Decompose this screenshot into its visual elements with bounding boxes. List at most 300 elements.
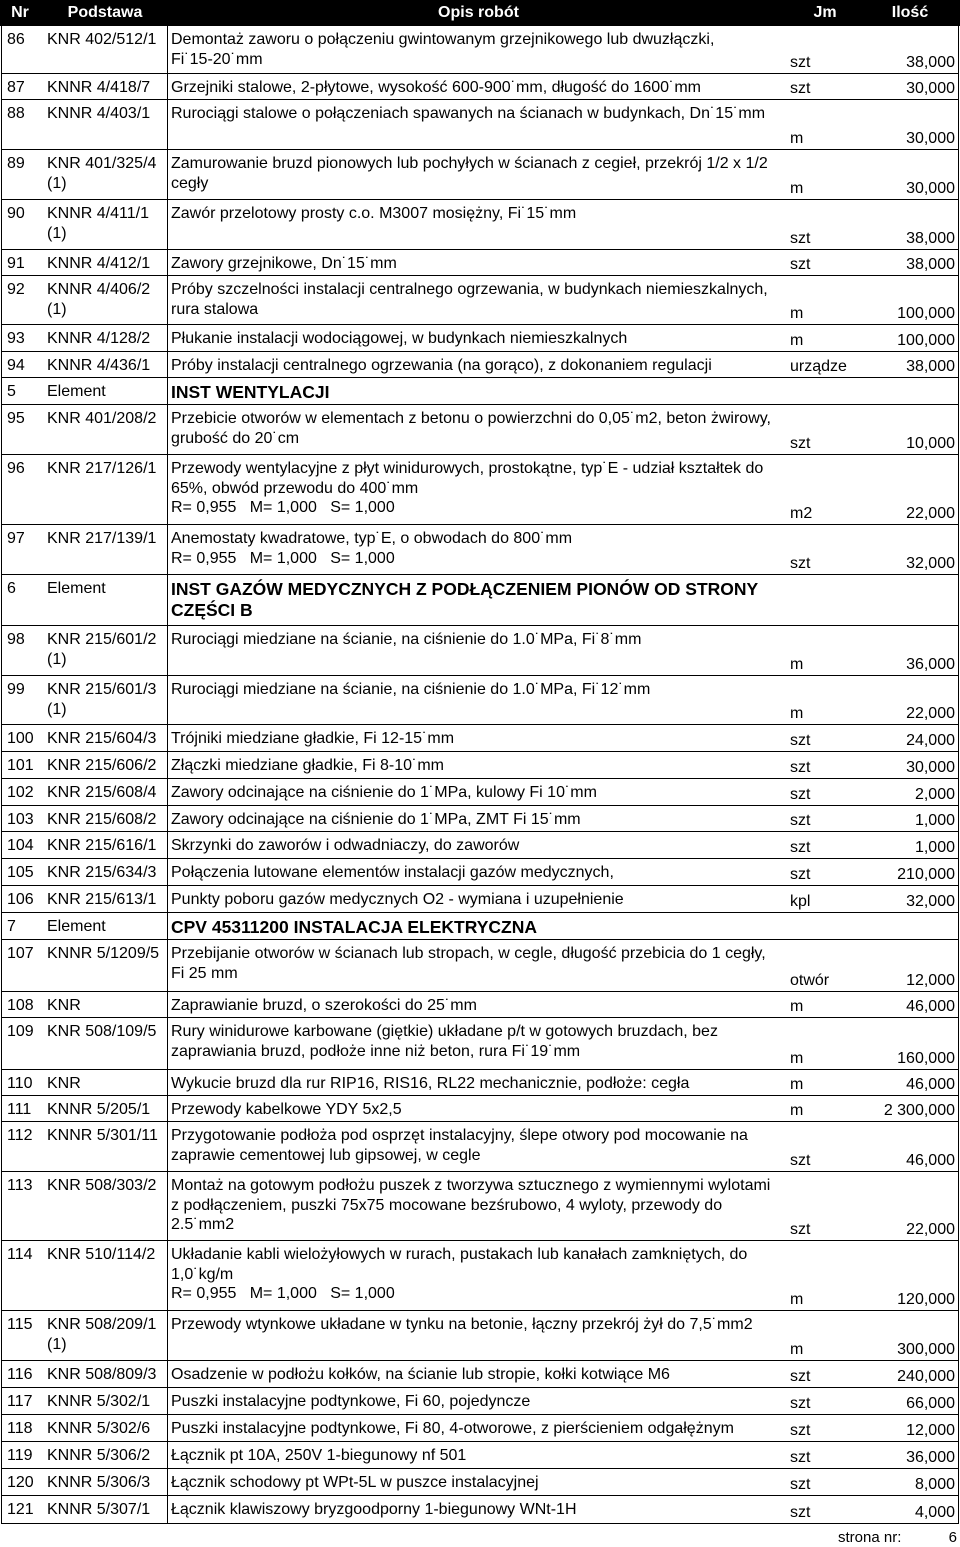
- table-row: [2, 626, 958, 676]
- description-cell: [171, 1126, 748, 1165]
- header-opis: Opis robót: [438, 4, 519, 21]
- basis-cell: [47, 680, 156, 719]
- unit-cell: szt: [790, 758, 811, 776]
- description-line: Łącznik schodowy pt WPt-5L w puszce instalacyjnej: [171, 1474, 539, 1491]
- description-cell: [171, 1315, 753, 1335]
- description-cell: [171, 254, 397, 274]
- quantity-cell: 46,000: [906, 997, 955, 1015]
- description-line: Grzejniki stalowe, 2-płytowe, wysokość 600-900˙mm, długość do 1600˙mm: [171, 79, 701, 96]
- table-row: [2, 940, 958, 992]
- description-line: Zaprawianie bruzd, o szerokości do 25˙mm: [171, 997, 477, 1014]
- row-number: 111: [7, 1101, 32, 1118]
- table-row: [2, 1469, 958, 1496]
- basis-cell: [47, 890, 156, 910]
- unit-cell: szt: [790, 838, 811, 856]
- description-line: Zawory grzejnikowe, Dn˙15˙mm: [171, 255, 397, 272]
- description-line: Rurociągi miedziane na ścianie, na ciśnienie do 1.0˙MPa, Fi˙8˙mm: [171, 631, 642, 648]
- table-row: [2, 1172, 958, 1241]
- description-cell: [171, 1176, 770, 1235]
- description-line: Łącznik klawiszowy bryzgoodporny 1-biegunowy WNt-1H: [171, 1501, 577, 1518]
- header-nr: Nr: [11, 4, 29, 21]
- table-row: [2, 859, 958, 886]
- table-row: [2, 525, 958, 575]
- basis-cell: [47, 729, 156, 749]
- description-line: Puszki instalacyjne podtynkowe, Fi 60, pojedyncze: [171, 1393, 531, 1410]
- basis-cell: [47, 529, 156, 549]
- description-line: CZĘŚCI B: [171, 599, 253, 620]
- table-row: [2, 1096, 958, 1122]
- header-jm: Jm: [813, 4, 837, 21]
- quantity-cell: 36,000: [906, 1448, 955, 1466]
- basis-line: KNNR 4/406/2: [47, 281, 151, 298]
- description-cell: [171, 78, 701, 98]
- description-line: R= 0,955 M= 1,000 S= 1,000: [171, 549, 395, 567]
- basis-line: KNR: [47, 997, 81, 1014]
- quantity-cell: 4,000: [914, 1503, 955, 1521]
- basis-line: KNR 215/601/2: [47, 631, 157, 648]
- quantity-cell: 38,000: [906, 255, 955, 273]
- description-cell: [171, 630, 641, 650]
- unit-cell: otwór: [790, 971, 830, 989]
- row-number: 115: [7, 1316, 33, 1333]
- description-cell: [171, 729, 454, 749]
- basis-cell: [47, 1245, 155, 1265]
- basis-line: KNR 215/634/3: [47, 864, 157, 881]
- description-line: Łącznik pt 10A, 250V 1-biegunowy nf 501: [171, 1447, 467, 1464]
- basis-cell: [47, 1446, 150, 1466]
- basis-line: KNNR 5/301/11: [47, 1127, 158, 1144]
- basis-line: KNR 401/325/4: [47, 155, 157, 172]
- description-cell: [171, 1365, 670, 1385]
- row-number: 116: [7, 1366, 33, 1383]
- quantity-cell: 1,000: [914, 838, 955, 856]
- unit-cell: m: [790, 997, 804, 1015]
- row-number: 91: [7, 255, 25, 272]
- basis-cell: [47, 1419, 150, 1439]
- table-row: [2, 455, 958, 525]
- unit-cell: kpl: [790, 892, 811, 910]
- description-line: Zawory odcinające na ciśnienie do 1˙MPa, kulowy Fi 10˙mm: [171, 784, 597, 801]
- unit-cell: szt: [790, 79, 811, 97]
- basis-cell: [47, 1022, 156, 1042]
- quantity-cell: 32,000: [906, 892, 955, 910]
- element-section-row: [2, 913, 958, 940]
- unit-cell: m: [790, 655, 804, 673]
- description-line: Przygotowanie podłoża pod osprzęt instalacyjny, ślepe otwory pod mocowanie na: [171, 1127, 748, 1144]
- basis-line: (1): [47, 700, 67, 718]
- description-line: 65%, obwód przewodu do 400˙mm: [171, 479, 419, 497]
- basis-line: Element: [47, 918, 106, 935]
- section-title: [171, 382, 329, 403]
- quantity-cell: 240,000: [897, 1367, 955, 1385]
- section-title: [171, 579, 758, 621]
- description-line: grubość do 20˙cm: [171, 429, 300, 447]
- description-line: Przebijanie otworów w ścianach lub stropach, w cegle, długość przebicia do 1 cegły,: [171, 945, 766, 962]
- quantity-cell: 1,000: [914, 811, 955, 829]
- row-number: 89: [7, 155, 25, 172]
- description-line: cegły: [171, 174, 209, 192]
- unit-cell: m: [790, 179, 804, 197]
- basis-cell: [47, 329, 150, 349]
- row-number: 113: [7, 1177, 33, 1194]
- unit-cell: m: [790, 304, 804, 322]
- description-cell: [171, 280, 768, 319]
- row-number: 118: [7, 1420, 33, 1437]
- description-line: Płukanie instalacji wodociągowej, w budynkach niemieszkalnych: [171, 330, 628, 347]
- header-podstawa: Podstawa: [67, 4, 143, 21]
- table-row: [2, 1311, 958, 1361]
- unit-cell: m2: [790, 504, 813, 522]
- basis-line: (1): [47, 650, 67, 668]
- description-cell: [171, 1245, 747, 1304]
- row-number: 100: [7, 730, 34, 747]
- basis-line: KNNR 4/436/1: [47, 357, 151, 374]
- quantity-cell: 30,000: [906, 179, 955, 197]
- basis-cell: [47, 783, 156, 803]
- description-line: Fi 25 mm: [171, 964, 238, 982]
- row-number: 86: [7, 31, 25, 48]
- description-line: zaprawie cementowej lub gipsowej, w cegle: [171, 1146, 481, 1164]
- unit-cell: szt: [790, 1220, 811, 1238]
- basis-line: KNR 508/109/5: [47, 1023, 157, 1040]
- description-line: 1,0˙kg/m: [171, 1265, 234, 1283]
- quantity-cell: 32,000: [906, 554, 955, 572]
- basis-line: Element: [47, 383, 106, 400]
- page-number: 6: [948, 1529, 957, 1546]
- basis-line: (1): [47, 300, 67, 318]
- description-cell: [171, 996, 477, 1016]
- basis-line: KNNR 5/302/6: [47, 1420, 151, 1437]
- column-divider: [167, 26, 168, 1524]
- quantity-cell: 10,000: [906, 434, 955, 452]
- description-line: Trójniki miedziane gładkie, Fi 12-15˙mm: [171, 730, 455, 747]
- table-row: [2, 74, 958, 100]
- basis-cell: [47, 104, 150, 124]
- basis-cell: [47, 254, 150, 274]
- description-cell: [171, 1500, 577, 1520]
- header-ilosc: Ilość: [891, 4, 929, 21]
- basis-line: KNNR 4/128/2: [47, 330, 151, 347]
- table-row: [2, 100, 958, 150]
- description-line: Złączki miedziane gładkie, Fi 8-10˙mm: [171, 757, 444, 774]
- table-row: [2, 1496, 958, 1524]
- description-cell: [171, 1392, 530, 1412]
- quantity-cell: 46,000: [906, 1151, 955, 1169]
- quantity-cell: 66,000: [906, 1394, 955, 1412]
- description-cell: [171, 810, 581, 830]
- basis-cell: [47, 1126, 158, 1146]
- description-cell: [171, 529, 572, 568]
- description-line: Montaż na gotowym podłożu puszek z tworzywa sztucznego z wymiennymi wylotami: [171, 1177, 771, 1194]
- basis-cell: [47, 1315, 156, 1354]
- basis-cell: [47, 1392, 150, 1412]
- description-line: INST GAZÓW MEDYCZNYCH Z PODŁĄCZENIEM PIONÓW OD STRONY: [171, 578, 759, 599]
- table-row: [2, 1442, 958, 1469]
- row-number: 94: [7, 357, 25, 374]
- basis-cell: [47, 756, 156, 776]
- description-line: Puszki instalacyjne podtynkowe, Fi 80, 4-otworowe, z pierścieniem odgałężnym: [171, 1420, 734, 1437]
- description-line: Przebicie otworów w elementach z betonu o powierzchni do 0,05˙m2, beton żwirowy,: [171, 410, 771, 427]
- row-number: 88: [7, 105, 25, 122]
- table-row: [2, 779, 958, 806]
- basis-line: KNR 215/604/3: [47, 730, 157, 747]
- row-number: 96: [7, 460, 25, 477]
- row-number: 90: [7, 205, 25, 222]
- basis-line: KNR 508/809/3: [47, 1366, 157, 1383]
- basis-line: KNNR 4/411/1: [47, 205, 149, 222]
- unit-cell: m: [790, 704, 804, 722]
- row-number: 121: [7, 1501, 34, 1518]
- row-number: 99: [7, 681, 25, 698]
- quantity-cell: 22,000: [906, 504, 955, 522]
- basis-line: KNNR 5/302/1: [47, 1393, 151, 1410]
- basis-line: KNR 215/616/1: [47, 837, 157, 854]
- unit-cell: szt: [790, 1503, 811, 1521]
- row-number: 93: [7, 330, 25, 347]
- table-row: [2, 1070, 958, 1096]
- description-cell: [171, 944, 766, 983]
- quantity-cell: 38,000: [906, 53, 955, 71]
- table-row: [2, 1388, 958, 1415]
- basis-line: KNNR 4/403/1: [47, 105, 151, 122]
- element-section-row: [2, 575, 958, 626]
- description-line: Układanie kabli wielożyłowych w rurach, pustakach lub kanałach zamkniętych, do: [171, 1246, 748, 1263]
- basis-line: KNR 508/209/1: [47, 1316, 157, 1333]
- row-number: 6: [7, 580, 16, 597]
- quantity-cell: 30,000: [906, 79, 955, 97]
- description-cell: [171, 1419, 734, 1439]
- basis-cell: [47, 630, 156, 669]
- description-line: Demontaż zaworu o połączeniu gwintowanym grzejnikowego lub dwuzłączki,: [171, 31, 715, 48]
- row-number: 7: [7, 918, 16, 935]
- description-cell: [171, 783, 597, 803]
- quantity-cell: 12,000: [906, 971, 955, 989]
- description-cell: [171, 356, 712, 376]
- quantity-cell: 100,000: [897, 304, 955, 322]
- quantity-cell: 36,000: [906, 655, 955, 673]
- unit-cell: szt: [790, 1151, 811, 1169]
- row-number: 97: [7, 530, 25, 547]
- basis-line: KNNR 5/205/1: [47, 1101, 151, 1118]
- quantity-cell: 22,000: [906, 1220, 955, 1238]
- description-cell: [171, 329, 627, 349]
- basis-cell: [47, 459, 156, 479]
- quantity-cell: 46,000: [906, 1075, 955, 1093]
- quantity-cell: 8,000: [914, 1475, 955, 1493]
- description-line: Zamurowanie bruzd pionowych lub pochyłych w ścianach z cegieł, przekrój 1/2 x 1/2: [171, 155, 768, 172]
- unit-cell: szt: [790, 229, 811, 247]
- quantity-cell: 22,000: [906, 704, 955, 722]
- unit-cell: m: [790, 331, 804, 349]
- description-cell: [171, 1100, 402, 1120]
- description-line: Punkty poboru gazów medycznych O2 - wymiana i uzupełnienie: [171, 891, 624, 908]
- basis-cell: [47, 204, 149, 243]
- description-line: zaprawiania bruzd, podłoże inne niż beton, rura Fi˙19˙mm: [171, 1042, 581, 1060]
- unit-cell: szt: [790, 811, 811, 829]
- table-row: [2, 1018, 958, 1070]
- section-title: [171, 917, 537, 938]
- table-row: [2, 405, 958, 455]
- row-number: 92: [7, 281, 25, 298]
- description-cell: [171, 1022, 718, 1061]
- description-line: Skrzynki do zaworów i odwadniaczy, do zaworów: [171, 837, 520, 854]
- description-cell: [171, 409, 771, 448]
- unit-cell: szt: [790, 1394, 811, 1412]
- description-line: Wykucie bruzd dla rur RIP16, RIS16, RL22 mechanicznie, podłoże: cegła: [171, 1075, 690, 1092]
- basis-cell: [47, 409, 156, 429]
- description-line: Fi˙15-20˙mm: [171, 50, 263, 68]
- description-line: Osadzenie w podłożu kołków, na ścianie lub stropie, kołki kotwiące M6: [171, 1366, 670, 1383]
- basis-line: KNR 215/606/2: [47, 757, 157, 774]
- description-line: INST WENTYLACJI: [171, 381, 330, 402]
- row-number: 98: [7, 631, 25, 648]
- description-line: Zawór przelotowy prosty c.o. M3007 mosiężny, Fi˙15˙mm: [171, 205, 577, 222]
- table-row: [2, 150, 958, 200]
- basis-line: KNR 508/303/2: [47, 1177, 157, 1194]
- description-cell: [171, 459, 763, 518]
- basis-line: KNNR 5/306/2: [47, 1447, 151, 1464]
- quantity-cell: 120,000: [897, 1290, 955, 1308]
- row-number: 119: [7, 1447, 33, 1464]
- description-line: Przewody kabelkowe YDY 5x2,5: [171, 1101, 402, 1118]
- unit-cell: szt: [790, 1448, 811, 1466]
- unit-cell: m: [790, 1049, 804, 1067]
- unit-cell: m: [790, 129, 804, 147]
- description-line: Próby szczelności instalacji centralnego ogrzewania, w budynkach niemieszkalnych,: [171, 281, 768, 298]
- basis-line: KNR 217/126/1: [47, 460, 157, 477]
- description-cell: [171, 1074, 689, 1094]
- basis-line: KNR 215/601/3: [47, 681, 157, 698]
- table-row: [2, 352, 958, 378]
- description-cell: [171, 1446, 466, 1466]
- description-cell: [171, 154, 768, 193]
- row-number: 114: [7, 1246, 33, 1263]
- description-cell: [171, 1473, 539, 1493]
- table-row: [2, 992, 958, 1018]
- row-number: 101: [7, 757, 34, 774]
- description-line: R= 0,955 M= 1,000 S= 1,000: [171, 499, 395, 516]
- description-cell: [171, 890, 624, 910]
- basis-cell: [47, 280, 150, 319]
- unit-cell: szt: [790, 53, 811, 71]
- basis-line: (1): [47, 174, 67, 192]
- description-line: CPV 45311200 INSTALACJA ELEKTRYCZNA: [171, 916, 537, 937]
- basis-cell: [47, 1176, 156, 1196]
- table-row: [2, 725, 958, 752]
- quantity-cell: 38,000: [906, 229, 955, 247]
- unit-cell: szt: [790, 255, 811, 273]
- row-number: 102: [7, 784, 34, 801]
- description-line: Przewody wentylacyjne z płyt winidurowych, prostokątne, typ˙E - udział kształtek do: [171, 460, 764, 477]
- basis-cell: [47, 810, 156, 830]
- description-line: Zawory odcinające na ciśnienie do 1˙MPa, ZMT Fi 15˙mm: [171, 811, 581, 828]
- unit-cell: szt: [790, 731, 811, 749]
- basis-cell: [47, 996, 81, 1016]
- row-number: 108: [7, 997, 34, 1014]
- table-row: [2, 1361, 958, 1388]
- table-row: [2, 806, 958, 832]
- basis-line: Element: [47, 580, 106, 597]
- row-number: 112: [7, 1127, 33, 1144]
- unit-cell: m: [790, 1075, 804, 1093]
- table-row: [2, 276, 958, 325]
- unit-cell: szt: [790, 865, 811, 883]
- quantity-cell: 30,000: [906, 758, 955, 776]
- row-number: 5: [7, 383, 16, 400]
- basis-cell: [47, 944, 159, 964]
- row-number: 117: [7, 1393, 33, 1410]
- basis-cell: [47, 78, 150, 98]
- basis-cell: [47, 30, 156, 50]
- row-number: 103: [7, 811, 34, 828]
- row-number: 106: [7, 891, 34, 908]
- page-number-label: strona nr:: [838, 1529, 902, 1546]
- basis-line: (1): [47, 224, 67, 242]
- row-number: 105: [7, 864, 34, 881]
- basis-line: KNR 402/512/1: [47, 31, 157, 48]
- table-row: [2, 676, 958, 725]
- table-header: [0, 0, 960, 26]
- quantity-cell: 100,000: [897, 331, 955, 349]
- quantity-cell: 210,000: [897, 865, 955, 883]
- row-number: 110: [7, 1075, 33, 1092]
- basis-line: KNR 217/139/1: [47, 530, 157, 547]
- table-row: [2, 832, 958, 859]
- description-cell: [171, 756, 444, 776]
- basis-cell: [47, 1365, 156, 1385]
- unit-cell: m: [790, 1340, 804, 1358]
- unit-cell: szt: [790, 785, 811, 803]
- description-line: Rury winidurowe karbowane (giętkie) układane p/t w gotowych bruzdach, bez: [171, 1023, 718, 1040]
- unit-cell: szt: [790, 1367, 811, 1385]
- description-line: Próby instalacji centralnego ogrzewania (na gorąco), z dokonaniem regulacji: [171, 357, 712, 374]
- basis-cell: [47, 917, 106, 937]
- row-number: 107: [7, 945, 34, 962]
- unit-cell: m: [790, 1101, 804, 1119]
- unit-cell: szt: [790, 1475, 811, 1493]
- basis-line: KNR 215/608/4: [47, 784, 157, 801]
- basis-line: KNR 510/114/2: [47, 1246, 156, 1263]
- row-number: 87: [7, 79, 25, 96]
- quantity-cell: 160,000: [897, 1049, 955, 1067]
- unit-cell: szt: [790, 554, 811, 572]
- description-cell: [171, 680, 650, 700]
- description-line: Anemostaty kwadratowe, typ˙E, o obwodach do 800˙mm: [171, 530, 573, 547]
- unit-cell: szt: [790, 1421, 811, 1439]
- table-row: [2, 250, 958, 276]
- basis-cell: [47, 1074, 81, 1094]
- quantity-cell: 38,000: [906, 357, 955, 375]
- basis-cell: [47, 1500, 150, 1520]
- description-line: z podłączeniem, puszki 75x75 mocowane bezśrubowo, 4 wyloty, przewody do: [171, 1196, 723, 1214]
- quantity-cell: 2 300,000: [883, 1101, 955, 1119]
- basis-line: KNR 401/208/2: [47, 410, 157, 427]
- row-number: 104: [7, 837, 34, 854]
- basis-line: KNNR 5/1209/5: [47, 945, 160, 962]
- basis-line: KNNR 5/307/1: [47, 1501, 151, 1518]
- quantity-cell: 12,000: [906, 1421, 955, 1439]
- table-row: [2, 325, 958, 352]
- description-cell: [171, 204, 576, 224]
- quantity-cell: 300,000: [897, 1340, 955, 1358]
- basis-cell: [47, 382, 106, 402]
- table-row: [2, 752, 958, 779]
- basis-line: KNR 215/613/1: [47, 891, 157, 908]
- description-line: R= 0,955 M= 1,000 S= 1,000: [171, 1285, 395, 1302]
- basis-cell: [47, 863, 156, 883]
- description-cell: [171, 863, 614, 883]
- basis-line: KNNR 4/412/1: [47, 255, 151, 272]
